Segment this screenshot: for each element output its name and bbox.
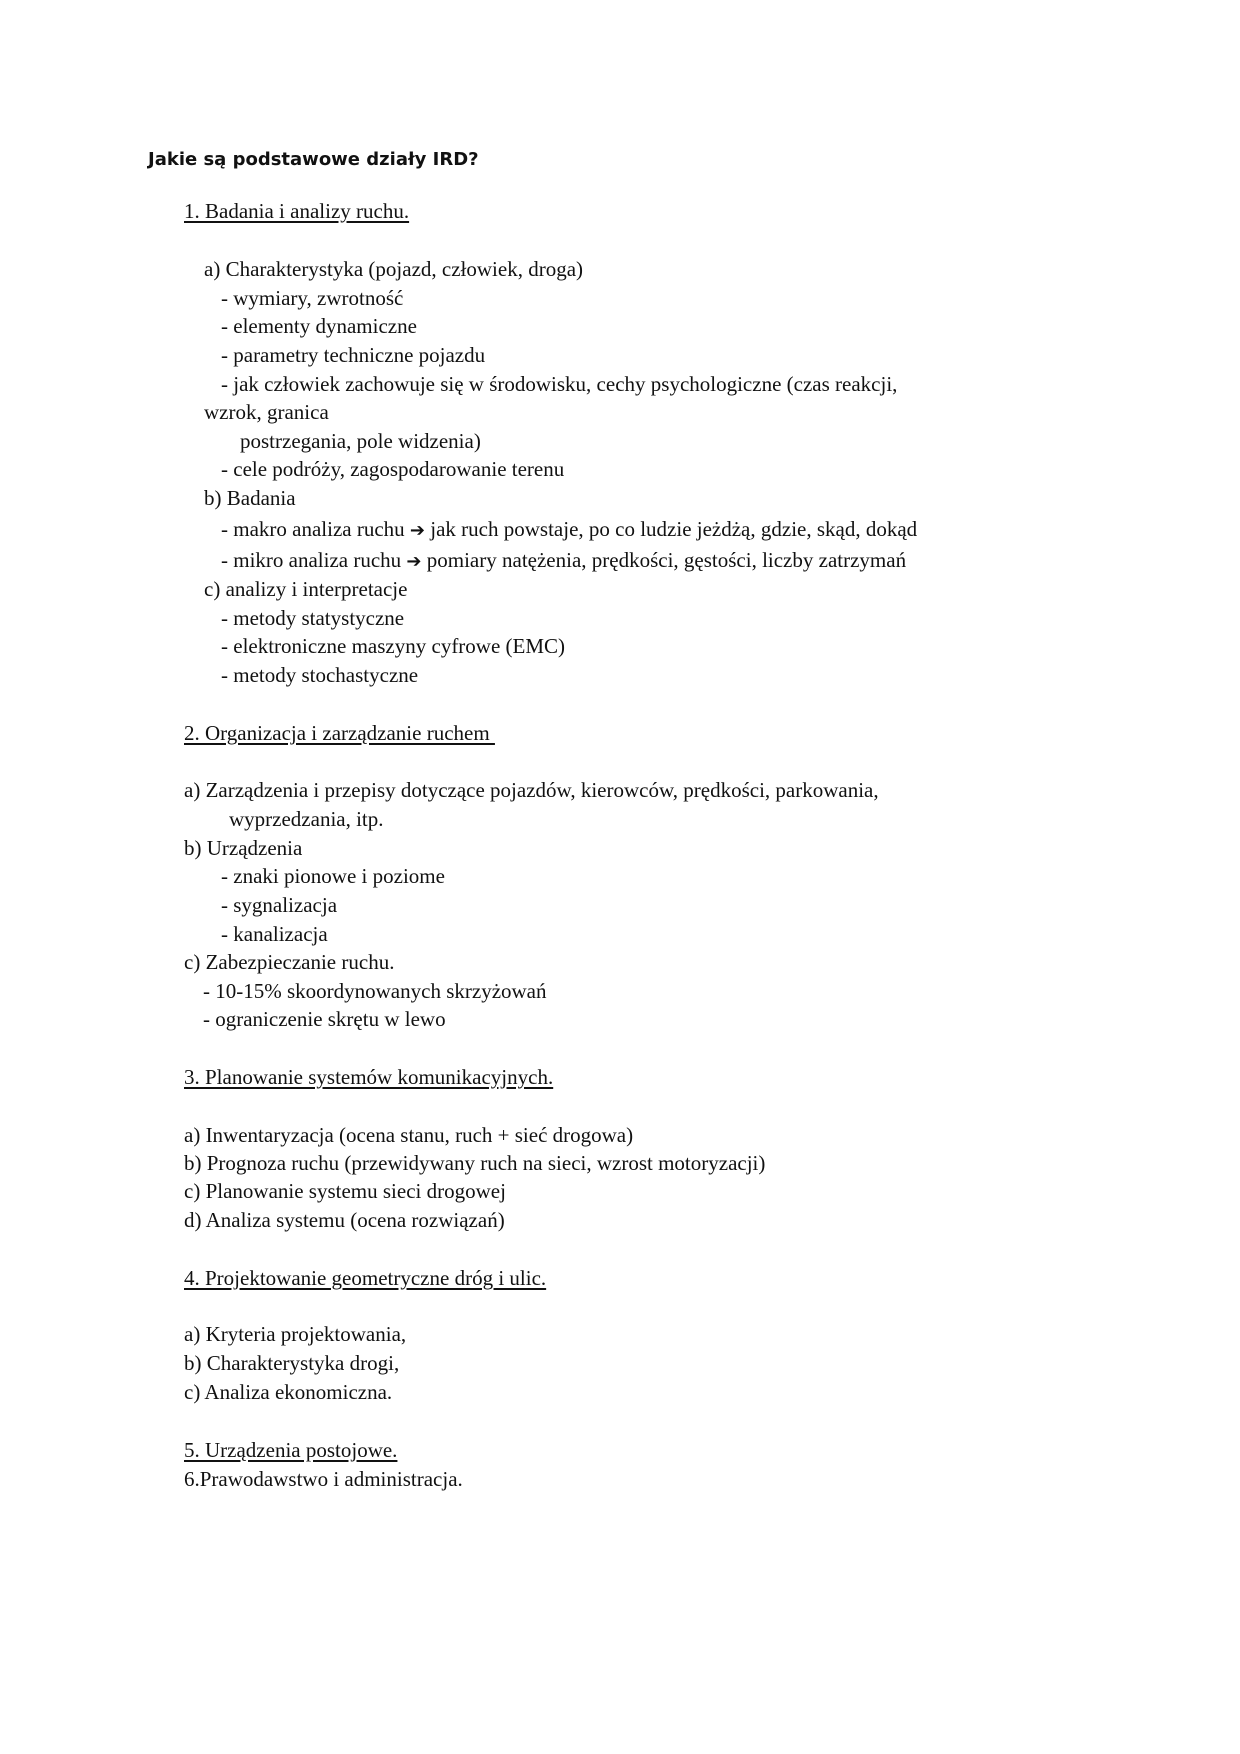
list-item: a) Inwentaryzacja (ocena stanu, ruch + sieć drogowa) [184, 1123, 634, 1147]
section-6-heading: 6.Prawodawstwo i administracja. [184, 1467, 463, 1491]
list-item: wzrok, granica [204, 400, 329, 424]
list-item: - sygnalizacja [221, 893, 338, 917]
list-item: b) Urządzenia [184, 836, 303, 860]
section-2-heading: 2. Organizacja i zarządzanie ruchem [184, 721, 495, 745]
list-item: - cele podróży, zagospodarowanie terenu [221, 457, 565, 481]
list-item: c) Zabezpieczanie ruchu. [184, 950, 395, 974]
list-item: - metody stochastyczne [221, 663, 419, 687]
list-item: postrzegania, pole widzenia) [240, 429, 481, 453]
list-item: b) Badania [204, 486, 296, 510]
list-item: - elementy dynamiczne [221, 314, 417, 338]
arrow-right-icon: ➔ [406, 551, 422, 572]
list-item-detail: jak ruch powstaje, po co ludzie jeżdżą, gdzie, skąd, dokąd [430, 517, 918, 541]
list-item-label: - makro analiza ruchu [221, 517, 405, 541]
list-item: c) Planowanie systemu sieci drogowej [184, 1179, 506, 1203]
list-item: - 10-15% skoordynowanych skrzyżowań [203, 979, 547, 1003]
list-item: - ograniczenie skrętu w lewo [203, 1007, 446, 1031]
list-item [221, 516, 917, 544]
list-item: - jak człowiek zachowuje się w środowisku, cechy psychologiczne (czas reakcji, [221, 372, 898, 396]
list-item: wyprzedzania, itp. [229, 807, 384, 831]
list-item [221, 547, 906, 575]
list-item: a) Zarządzenia i przepisy dotyczące pojazdów, kierowców, prędkości, parkowania, [184, 778, 879, 802]
list-item: - metody statystyczne [221, 606, 405, 630]
section-4-heading: 4. Projektowanie geometryczne dróg i ulic. [184, 1266, 547, 1290]
section-3-heading: 3. Planowanie systemów komunikacyjnych. [184, 1065, 554, 1089]
list-item: c) analizy i interpretacje [204, 577, 408, 601]
section-5-heading: 5. Urządzenia postojowe. [184, 1438, 398, 1462]
document-title: Jakie są podstawowe działy IRD? [148, 149, 479, 170]
list-item: d) Analiza systemu (ocena rozwiązań) [184, 1208, 505, 1232]
list-item: - elektroniczne maszyny cyfrowe (EMC) [221, 634, 566, 658]
list-item: c) Analiza ekonomiczna. [184, 1380, 393, 1404]
arrow-right-icon: ➔ [409, 520, 426, 541]
section-1-heading: 1. Badania i analizy ruchu. [184, 199, 410, 223]
list-item-detail: pomiary natężenia, prędkości, gęstości, liczby zatrzymań [426, 548, 907, 572]
list-item: a) Charakterystyka (pojazd, człowiek, droga) [204, 257, 584, 281]
list-item: a) Kryteria projektowania, [184, 1322, 407, 1346]
list-item: - parametry techniczne pojazdu [221, 343, 486, 367]
list-item: b) Charakterystyka drogi, [184, 1351, 400, 1375]
list-item: b) Prognoza ruchu (przewidywany ruch na sieci, wzrost motoryzacji) [184, 1151, 766, 1175]
list-item-label: - mikro analiza ruchu [221, 548, 402, 572]
list-item: - kanalizacja [221, 922, 328, 946]
list-item: - wymiary, zwrotność [221, 286, 404, 310]
list-item: - znaki pionowe i poziome [221, 864, 445, 888]
